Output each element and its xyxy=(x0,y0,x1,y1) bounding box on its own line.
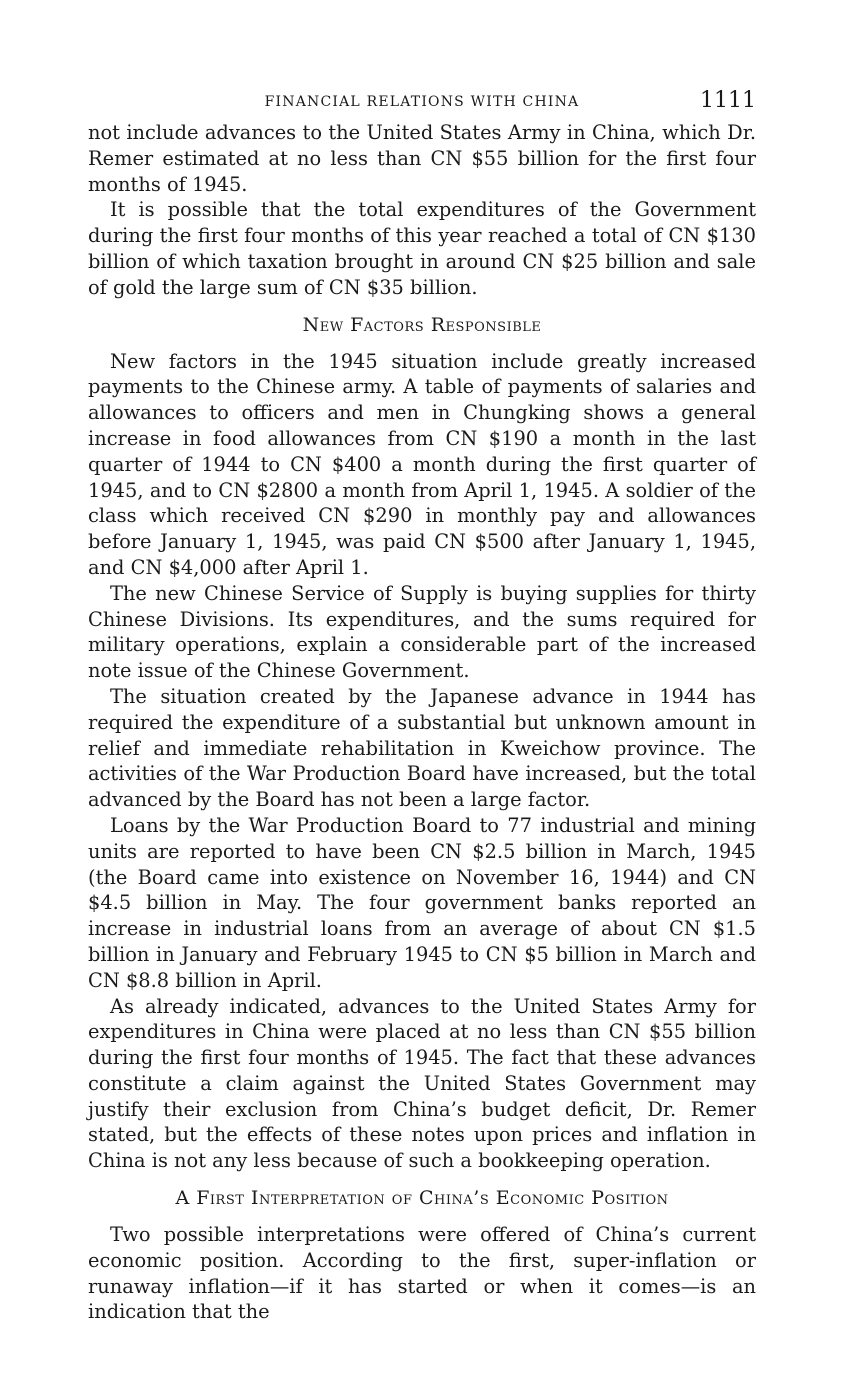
section-heading-first-interpretation: A First Interpretation of China’s Economic Position xyxy=(175,1187,669,1210)
paragraph-war-production-loans: Loans by the War Production Board to 77 industrial and mining units are reported to have been CN $2.5 billion in March, 1945 (the Board came into existence on November 16, 1944) and CN $4.5 billion in May. The four government banks reported an increase in industrial loans from an average of about CN $1.5 billion in January and February 1945 to CN $5 billion in March and CN $8.8 billion in April. xyxy=(88,813,756,992)
paragraph-continued: not include advances to the United States Army in China, which Dr. Remer estimated at no less than CN $55 billion for the first four months of 1945. xyxy=(88,121,756,196)
document-page xyxy=(88,84,756,1325)
section-heading-new-factors: New Factors Responsible xyxy=(302,313,542,336)
paragraph-total-expenditures: It is possible that the total expenditures of the Government during the first four months of this year reached a total of CN $130 billion of which taxation brought in around CN $25 billion and sale of gold the large sum of CN $35 billion. xyxy=(88,198,756,299)
paragraph-army-payments: New factors in the 1945 situation include greatly increased payments to the Chinese army. A table of payments of salaries and allowances to officers and men in Chungking shows a general increase in food allowances from CN $190 a month in the last quarter of 1944 to CN $400 a month during the first quarter of 1945, and to CN $2800 a month from April 1, 1945. A soldier of the class which received CN $290 in monthly pay and allowances before January 1, 1945, was paid CN $500 after January 1, 1945, and CN $4,000 after April 1. xyxy=(88,349,756,579)
paragraph-interpretations: Two possible interpretations were offered of China’s current economic position. According to the first, super-inflation or runaway inflation—if it has started or when it comes—is an indication that the xyxy=(88,1223,756,1324)
running-title: FINANCIAL RELATIONS WITH CHINA xyxy=(264,94,580,110)
paragraph-us-army-advances: As already indicated, advances to the United States Army for expenditures in China were placed at no less than CN $55 billion during the first four months of 1945. The fact that these advances constitute a claim against the United States Government may justify their exclusion from China’s budget deficit, Dr. Remer stated, but the effects of these notes upon prices and inflation in China is not any less because of such a bookkeeping operation. xyxy=(88,994,756,1173)
running-header xyxy=(88,84,756,120)
page-number: 1111 xyxy=(700,88,756,113)
paragraph-service-of-supply: The new Chinese Service of Supply is buying supplies for thirty Chinese Divisions. Its expenditures, and the sums required for military operations, explain a considerable part of the increased note issue of the Chinese Government. xyxy=(88,581,756,683)
paragraph-japanese-advance: The situation created by the Japanese advance in 1944 has required the expenditure of a substantial but unknown amount in relief and immediate rehabilitation in Kweichow province. The activities of the War Production Board have increased, but the total advanced by the Board has not been a large factor. xyxy=(88,684,756,812)
